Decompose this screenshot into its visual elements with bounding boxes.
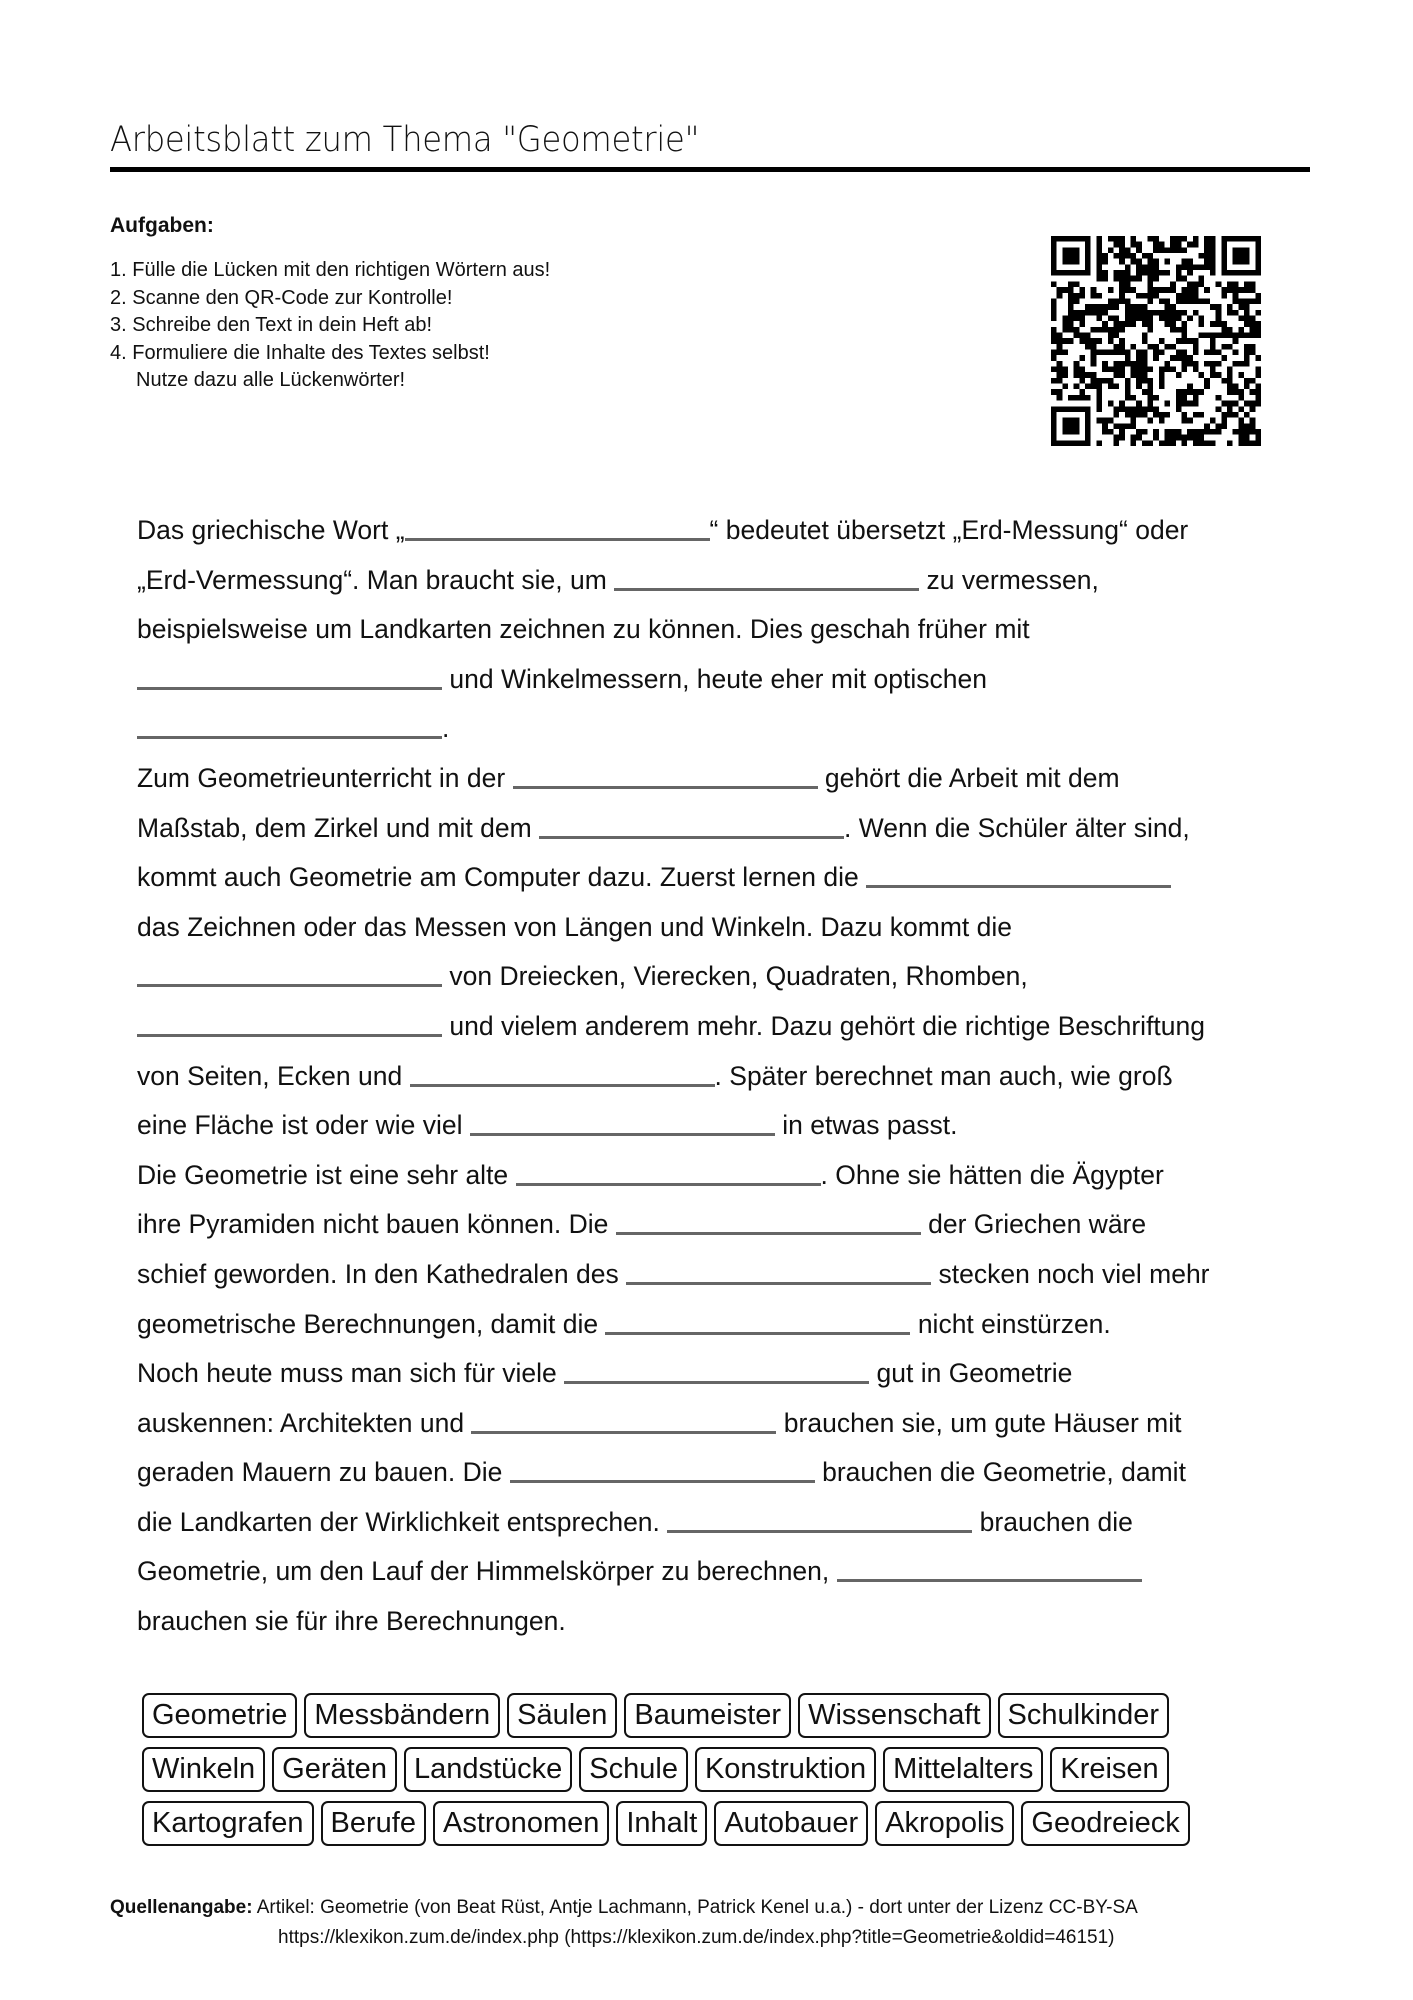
qr-code (1051, 236, 1261, 446)
blank-gap[interactable] (470, 1132, 775, 1136)
word-card: Wissenschaft (798, 1693, 990, 1738)
text-line (137, 605, 1297, 655)
blank-gap[interactable] (137, 735, 442, 739)
text-segment: und Winkelmessern, heute eher mit optischen (442, 663, 987, 694)
blank-gap[interactable] (539, 835, 844, 839)
source-text: Artikel: Geometrie (von Beat Rüst, Antje Lachmann, Patrick Kenel u.a.) - dort unter der Lizenz CC-BY-SA (252, 1897, 1138, 1918)
title-underline (110, 167, 1310, 172)
blank-gap[interactable] (616, 1231, 921, 1235)
text-segment: gut in Geometrie (869, 1358, 1073, 1389)
tasks-heading: Aufgaben: (110, 214, 214, 237)
text-segment: und vielem anderem mehr. Dazu gehört die richtige Beschriftung (442, 1010, 1206, 1041)
text-line (137, 1151, 1297, 1201)
text-line (137, 556, 1297, 606)
task-item: 3. Schreibe den Text in dein Heft ab! (110, 314, 433, 336)
word-card: Kreisen (1050, 1747, 1168, 1792)
word-card: Geometrie (142, 1693, 297, 1738)
task-item: 4. Formuliere die Inhalte des Textes selbst! (110, 341, 490, 364)
blank-gap[interactable] (510, 1479, 815, 1483)
text-line (137, 1498, 1297, 1548)
blank-gap[interactable] (516, 1182, 821, 1186)
text-segment: brauchen sie für ihre Berechnungen. (137, 1606, 566, 1637)
text-line (137, 1349, 1297, 1399)
text-line (137, 754, 1297, 804)
blank-gap[interactable] (667, 1529, 972, 1533)
worksheet-title: Arbeitsblatt zum Thema "Geometrie" (110, 120, 700, 160)
text-line (137, 853, 1297, 903)
text-line (137, 1399, 1297, 1449)
text-segment: in etwas passt. (774, 1110, 958, 1141)
task-item: 1. Fülle die Lücken mit den richtigen Wörtern aus! (110, 259, 551, 281)
task-item: 2. Scanne den QR-Code zur Kontrolle! (110, 286, 453, 309)
text-line (137, 704, 1297, 754)
blank-gap[interactable] (614, 587, 919, 591)
text-line (137, 1448, 1297, 1498)
text-line (137, 1250, 1297, 1300)
text-segment: zu vermessen, (919, 564, 1099, 595)
text-line (137, 506, 1297, 556)
blank-gap[interactable] (137, 1033, 442, 1037)
text-segment: geometrische Berechnungen, damit die (137, 1308, 606, 1339)
text-segment: ihre Pyramiden nicht bauen können. Die (137, 1209, 616, 1240)
word-card: Inhalt (616, 1801, 707, 1846)
text-segment: Maßstab, dem Zirkel und mit dem (137, 812, 540, 843)
word-card: Schule (579, 1747, 688, 1792)
text-segment: Noch heute muss man sich für viele (137, 1358, 565, 1389)
text-line (137, 1300, 1297, 1350)
text-segment: die Landkarten der Wirklichkeit entsprechen. (137, 1506, 668, 1537)
text-segment: „Erd-Vermessung“. Man braucht sie, um (137, 564, 615, 595)
text-segment: gehört die Arbeit mit dem (817, 762, 1120, 793)
word-card: Geräten (272, 1747, 397, 1792)
text-line (137, 903, 1297, 953)
word-card: Winkeln (142, 1747, 265, 1792)
text-line (137, 952, 1297, 1002)
word-card: Kartografen (142, 1801, 314, 1846)
task-item: Nutze dazu alle Lückenwörter! (136, 369, 406, 391)
source-url: https://klexikon.zum.de/index.php (https://klexikon.zum.de/index.php?title=Geometrie&oldid=46151) (278, 1927, 1115, 1948)
blank-gap[interactable] (137, 983, 442, 987)
word-bank-row (142, 1693, 1190, 1738)
word-card: Landstücke (404, 1747, 572, 1792)
text-segment: . Ohne sie hätten die Ägypter (820, 1159, 1164, 1190)
source-citation (110, 1893, 1138, 1953)
text-line (137, 804, 1297, 854)
word-card: Schulkinder (998, 1693, 1170, 1738)
text-segment: der Griechen wäre (920, 1209, 1147, 1240)
text-line (137, 1052, 1297, 1102)
text-segment: geraden Mauern zu bauen. Die (137, 1457, 510, 1488)
blank-gap[interactable] (471, 1430, 776, 1434)
text-segment: eine Fläche ist oder wie viel (137, 1110, 470, 1141)
text-line (137, 1101, 1297, 1151)
text-segment: Geometrie, um den Lauf der Himmelskörper zu berechnen, (137, 1556, 837, 1587)
task-list (110, 257, 550, 395)
word-bank (142, 1693, 1190, 1855)
blank-gap[interactable] (137, 686, 442, 690)
text-segment: brauchen die Geometrie, damit (814, 1457, 1186, 1488)
word-card: Autobauer (714, 1801, 868, 1846)
text-segment: . Später berechnet man auch, wie groß (714, 1060, 1173, 1091)
word-card: Geodreieck (1021, 1801, 1189, 1846)
blank-gap[interactable] (605, 1331, 910, 1335)
text-line (137, 1597, 1297, 1647)
text-line (137, 1002, 1297, 1052)
text-segment: von Seiten, Ecken und (137, 1060, 410, 1091)
blank-gap[interactable] (405, 537, 710, 541)
word-card: Messbändern (304, 1693, 500, 1738)
blank-gap[interactable] (410, 1083, 715, 1087)
text-segment: . (442, 713, 450, 744)
text-segment: Die Geometrie ist eine sehr alte (137, 1159, 516, 1190)
blank-gap[interactable] (866, 884, 1171, 888)
source-label: Quellenangabe: (110, 1897, 253, 1918)
text-line (137, 1200, 1297, 1250)
text-segment: Das griechische Wort „ (137, 515, 405, 545)
text-segment: das Zeichnen oder das Messen von Längen und Winkeln. Dazu kommt die (137, 911, 1012, 942)
blank-gap[interactable] (837, 1578, 1142, 1582)
text-segment: Zum Geometrieunterricht in der (137, 762, 513, 793)
word-card: Berufe (321, 1801, 426, 1846)
word-bank-row (142, 1801, 1190, 1846)
text-segment: . Wenn die Schüler älter sind, (844, 812, 1190, 843)
word-card: Astronomen (433, 1801, 609, 1846)
word-bank-row (142, 1747, 1190, 1792)
blank-gap[interactable] (564, 1380, 869, 1384)
text-segment: kommt auch Geometrie am Computer dazu. Zuerst lernen die (137, 862, 867, 893)
word-card: Baumeister (624, 1693, 791, 1738)
text-segment: stecken noch viel mehr (931, 1258, 1210, 1289)
blank-gap[interactable] (513, 785, 818, 789)
text-line (137, 1547, 1297, 1597)
word-card: Mittelalters (883, 1747, 1043, 1792)
cloze-text (137, 506, 1297, 1647)
word-card: Säulen (507, 1693, 617, 1738)
text-segment: schief geworden. In den Kathedralen des (137, 1258, 627, 1289)
text-segment: nicht einstürzen. (910, 1308, 1111, 1339)
word-card: Akropolis (875, 1801, 1014, 1846)
text-segment: von Dreiecken, Vierecken, Quadraten, Rhomben, (442, 961, 1028, 992)
text-segment: auskennen: Architekten und (137, 1407, 472, 1438)
text-segment: brauchen die (972, 1506, 1133, 1537)
text-segment: brauchen sie, um gute Häuser mit (776, 1407, 1182, 1438)
text-line (137, 655, 1297, 705)
word-card: Konstruktion (695, 1747, 876, 1792)
blank-gap[interactable] (626, 1281, 931, 1285)
text-segment: beispielsweise um Landkarten zeichnen zu können. Dies geschah früher mit (137, 614, 1030, 645)
text-segment: “ bedeutet übersetzt „Erd-Messung“ oder (709, 515, 1189, 545)
